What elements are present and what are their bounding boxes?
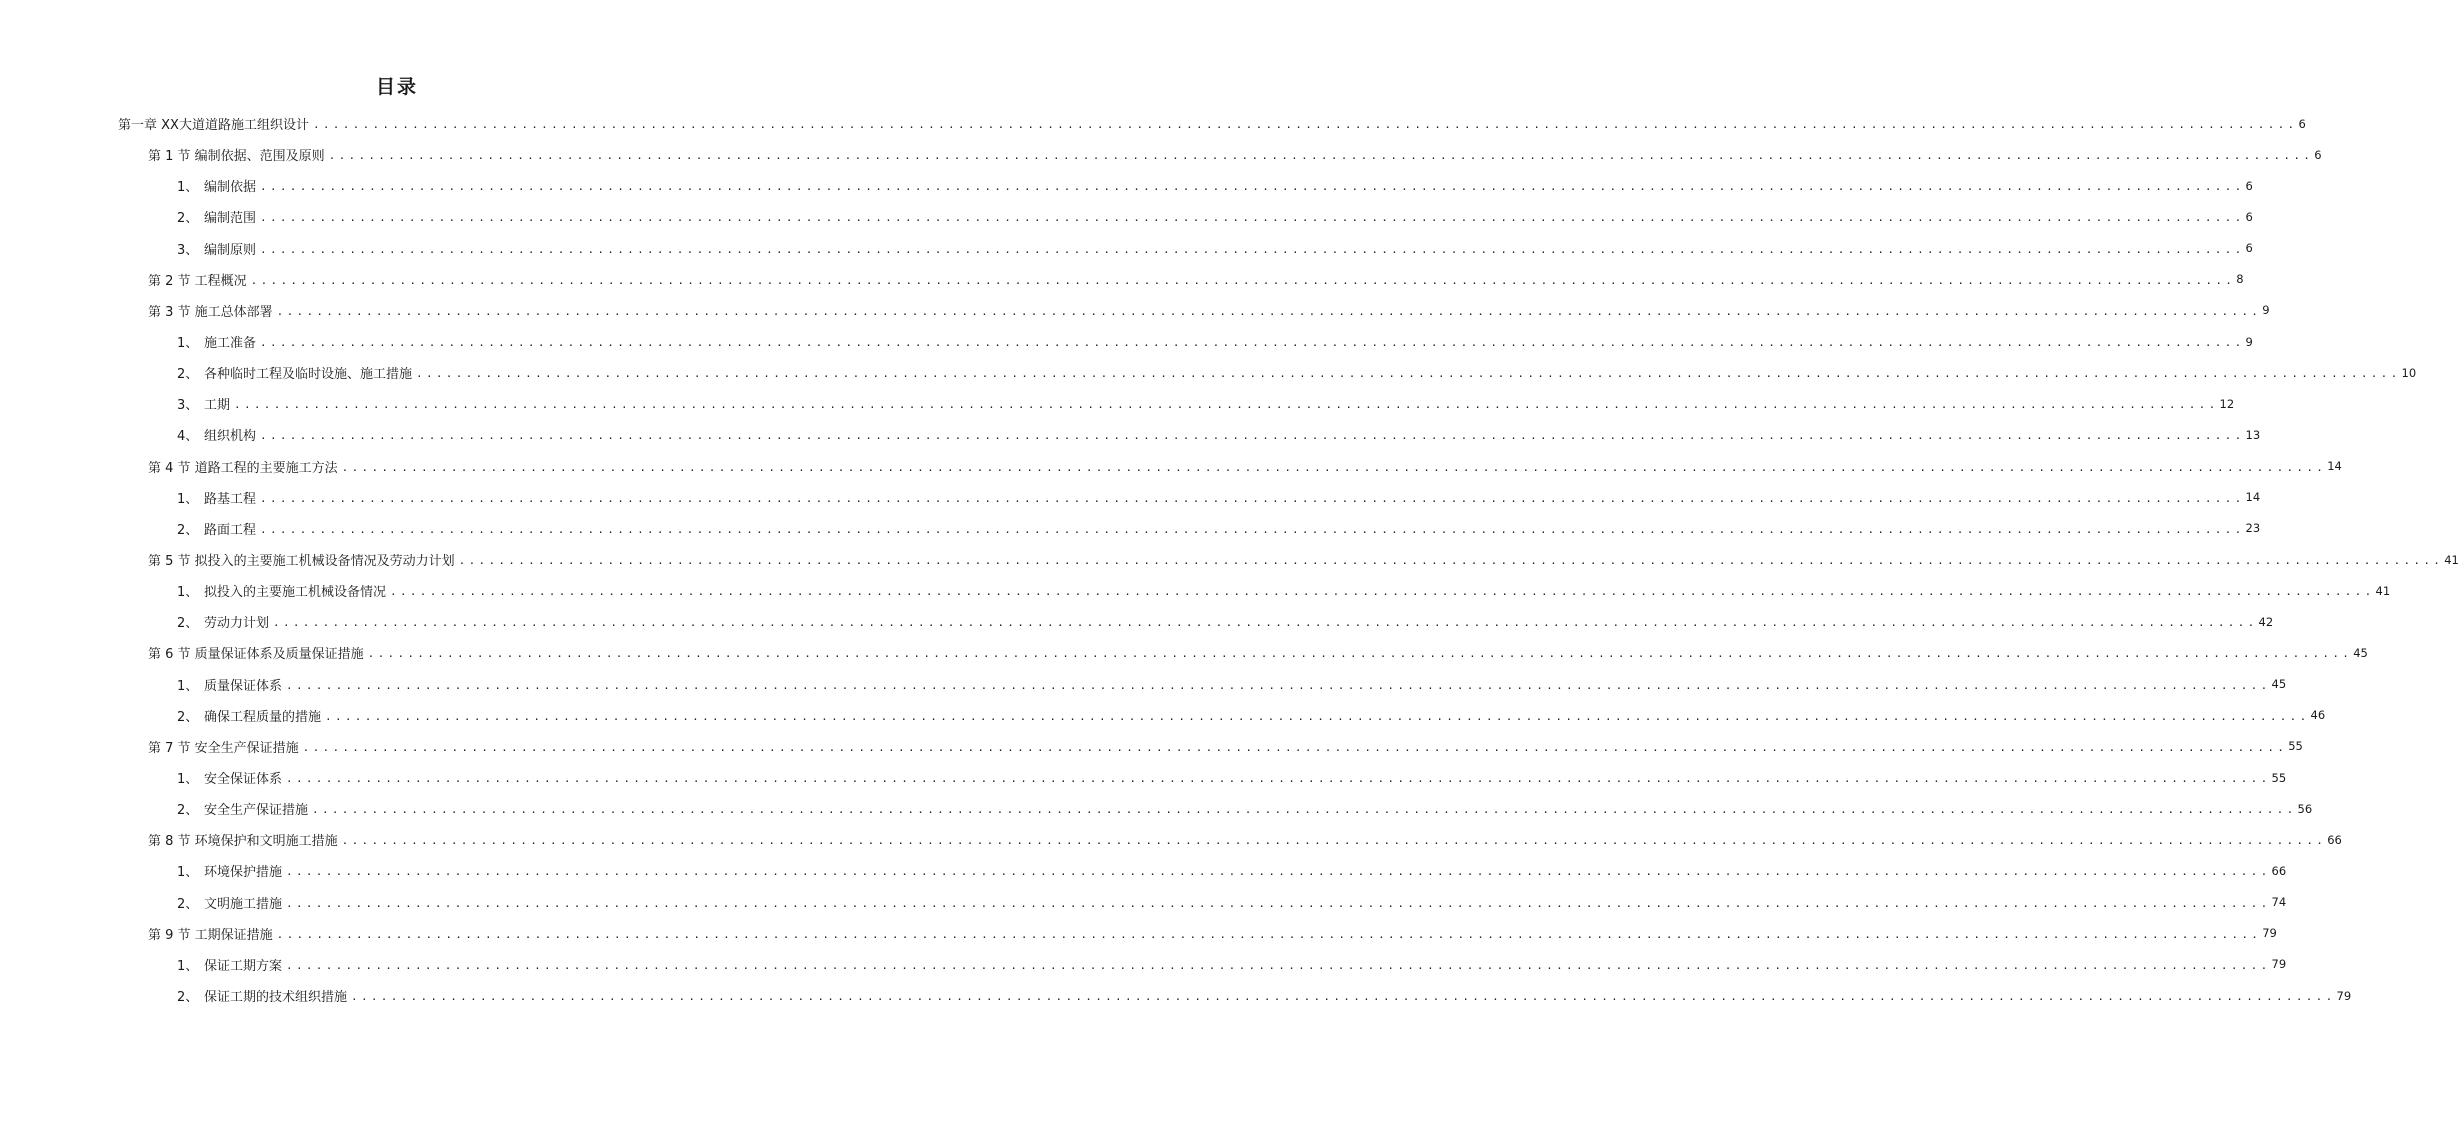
toc-entry-number: 2、 (177, 522, 199, 538)
toc-entry-text (177, 612, 273, 631)
dot-leader: ........................................................................................................................................................................................................ (260, 180, 2245, 194)
toc-subsection-entry[interactable] (0, 170, 2253, 201)
toc-entry-number: 1、 (177, 491, 199, 507)
toc-page-number: 6 (2314, 147, 2322, 162)
toc-entry-label: 第 9 节 工期保证措施 (148, 927, 273, 943)
toc-entry-text (177, 239, 260, 258)
dot-leader: ........................................................................................................................................................................................................ (416, 367, 2401, 381)
toc-entry-text (148, 301, 277, 320)
toc-subsection-entry[interactable] (0, 762, 2287, 793)
toc-entry-text (148, 457, 342, 476)
toc-page-number: 45 (2353, 645, 2368, 660)
dot-leader: ........................................................................................................................................................................................................ (341, 460, 2327, 474)
toc-page-number: 6 (2298, 116, 2306, 131)
dot-leader: ........................................................................................................................................................................................................ (286, 772, 2271, 786)
toc-entry-number: 2、 (177, 803, 199, 819)
toc-entry-text (177, 519, 260, 538)
page-title: 目录 (375, 76, 418, 98)
toc-entry-label: 路基工程 (204, 491, 257, 507)
toc-page-number: 66 (2327, 832, 2342, 847)
toc-entry-label: 第 7 节 安全生产保证措施 (148, 740, 299, 756)
toc-page-number: 45 (2271, 677, 2287, 692)
toc-page-number: 56 (2297, 801, 2313, 816)
toc-entry-number: 1、 (177, 585, 199, 601)
toc-entry-label: 第 4 节 道路工程的主要施工方法 (148, 460, 338, 476)
dot-leader: ........................................................................................................................................................................................................ (276, 304, 2262, 318)
toc-entry-label: 确保工程质量的措施 (204, 709, 322, 725)
dot-leader: ........................................................................................................................................................................................................ (390, 585, 2375, 599)
toc-page-number: 13 (2245, 427, 2261, 442)
dot-leader: ........................................................................................................................................................................................................ (328, 149, 2314, 163)
toc-entry-text (177, 488, 260, 507)
toc-page-number: 10 (2401, 365, 2417, 380)
toc-entry-label: 第一章 XX大道道路施工组织设计 (118, 118, 309, 134)
toc-page-number: 55 (2271, 770, 2287, 785)
toc-entry-text (148, 830, 342, 849)
dot-leader: ........................................................................................................................................................................................................ (312, 803, 2297, 817)
toc-entry-label: 编制范围 (204, 211, 257, 227)
toc-entry-number: 3、 (177, 242, 199, 258)
dot-leader: ........................................................................................................................................................................................................ (302, 740, 2288, 754)
toc-entry-text (148, 145, 329, 164)
toc-entry-label: 施工准备 (204, 336, 257, 352)
toc-section-entry[interactable] (0, 264, 2244, 295)
dot-leader: ........................................................................................................................................................................................................ (250, 273, 2236, 287)
dot-leader: ........................................................................................................................................................................................................ (341, 834, 2327, 848)
toc-subsection-entry[interactable] (0, 482, 2261, 513)
toc-page-number: 9 (2245, 334, 2253, 349)
toc-page-number: 46 (2310, 708, 2326, 723)
toc-entry-number: 2、 (177, 211, 199, 227)
toc-section-entry[interactable] (0, 824, 2342, 855)
toc-chapter-entry[interactable] (0, 108, 2306, 139)
toc-subsection-entry[interactable] (0, 855, 2287, 886)
toc-subsection-entry[interactable] (0, 326, 2253, 357)
toc-entry-text (118, 114, 313, 133)
toc-subsection-entry[interactable] (0, 793, 2313, 824)
toc-entry-label: 环境保护措施 (204, 865, 283, 881)
dot-leader: ........................................................................................................................................................................................................ (286, 958, 2271, 972)
toc-section-entry[interactable] (0, 295, 2270, 326)
toc-entry-number: 1、 (177, 678, 199, 694)
toc-page-number: 79 (2262, 926, 2277, 941)
toc-subsection-entry[interactable] (0, 233, 2253, 264)
toc-entry-label: 第 5 节 拟投入的主要施工机械设备情况及劳动力计划 (148, 554, 455, 570)
toc-page-number: 14 (2327, 459, 2342, 474)
toc-entry-text (177, 893, 286, 912)
dot-leader: ........................................................................................................................................................................................................ (260, 522, 2245, 536)
toc-entry-text (177, 394, 234, 413)
toc-subsection-entry[interactable] (0, 419, 2261, 450)
toc-entry-number: 2、 (177, 616, 199, 632)
toc-subsection-entry[interactable] (0, 887, 2287, 918)
toc-entry-label: 路面工程 (204, 522, 257, 538)
dot-leader: ........................................................................................................................................................................................................ (325, 709, 2310, 723)
toc-entry-text (177, 425, 260, 444)
toc-entry-text (177, 207, 260, 226)
toc-page-number: 6 (2245, 241, 2253, 256)
toc-entry-label: 文明施工措施 (204, 896, 283, 912)
toc-entry-text (177, 986, 351, 1005)
toc-entry-text (177, 955, 286, 974)
toc-entry-label: 拟投入的主要施工机械设备情况 (204, 585, 387, 601)
toc-page-number: 23 (2245, 521, 2261, 536)
toc-entry-number: 2、 (177, 367, 199, 383)
toc-page-number: 6 (2245, 209, 2253, 224)
toc-page-number: 9 (2262, 303, 2270, 318)
toc-subsection-entry[interactable] (0, 700, 2326, 731)
toc-page-number: 8 (2236, 272, 2244, 287)
dot-leader: ........................................................................................................................................................................................................ (260, 491, 2245, 505)
toc-section-entry[interactable] (0, 451, 2342, 482)
dot-leader: ........................................................................................................................................................................................................ (458, 554, 2444, 568)
toc-entry-label: 第 8 节 环境保护和文明施工措施 (148, 834, 338, 850)
dot-leader: ........................................................................................................................................................................................................ (286, 896, 2271, 910)
toc-page-number: 6 (2245, 178, 2253, 193)
dot-leader: ........................................................................................................................................................................................................ (367, 647, 2353, 661)
toc-section-entry[interactable] (0, 637, 2368, 668)
toc-section-entry[interactable] (0, 731, 2303, 762)
toc-page-number: 12 (2219, 396, 2235, 411)
toc-entry-text (148, 270, 251, 289)
toc-entry-label: 保证工期的技术组织措施 (204, 990, 348, 1005)
dot-leader: ........................................................................................................................................................................................................ (286, 865, 2271, 879)
toc-entry-label: 第 1 节 编制依据、范围及原则 (148, 149, 325, 165)
dot-leader: ........................................................................................................................................................................................................ (273, 616, 2258, 630)
toc-entry-text (177, 768, 286, 787)
toc-page-number: 42 (2258, 614, 2274, 629)
toc-entry-number: 2、 (177, 709, 199, 725)
toc-subsection-entry[interactable] (0, 388, 2235, 419)
toc-subsection-entry[interactable] (0, 513, 2261, 544)
toc-section-entry[interactable] (0, 918, 2277, 949)
toc-entry-label: 保证工期方案 (204, 958, 283, 974)
toc-subsection-entry[interactable] (0, 669, 2287, 700)
toc-page-number: 74 (2271, 895, 2287, 910)
toc-entry-number: 3、 (177, 398, 199, 414)
toc-section-entry[interactable] (0, 544, 2459, 575)
toc-entry-text (177, 581, 390, 600)
toc-entry-number: 2、 (177, 990, 199, 1005)
dot-leader: ........................................................................................................................................................................................................ (260, 211, 2245, 225)
toc-page-number: 79 (2271, 957, 2287, 972)
toc-entry-label: 组织机构 (204, 429, 257, 445)
toc-entry-number: 2、 (177, 896, 199, 912)
dot-leader: ........................................................................................................................................................................................................ (351, 990, 2336, 1003)
toc-entry-text (177, 861, 286, 880)
toc-entry-label: 第 2 节 工程概况 (148, 273, 247, 289)
toc-entry-text (177, 363, 416, 382)
toc-entry-text (177, 675, 286, 694)
toc-entry-text (177, 799, 312, 818)
toc-page-number: 41 (2375, 583, 2391, 598)
dot-leader: ........................................................................................................................................................................................................ (260, 429, 2245, 443)
toc-entry-number: 1、 (177, 865, 199, 881)
toc-entry-label: 第 3 节 施工总体部署 (148, 304, 273, 320)
dot-leader: ........................................................................................................................................................................................................ (286, 678, 2271, 692)
toc-subsection-entry[interactable] (0, 357, 2417, 388)
toc-entry-number: 1、 (177, 336, 199, 352)
toc-page-number: 41 (2444, 552, 2459, 567)
toc-subsection-entry[interactable] (0, 201, 2253, 232)
toc-entry-label: 编制依据 (204, 180, 257, 196)
toc-subsection-entry[interactable] (0, 980, 2352, 1011)
toc-subsection-entry[interactable] (0, 949, 2287, 980)
toc-entry-label: 第 6 节 质量保证体系及质量保证措施 (148, 647, 364, 663)
table-of-contents (0, 108, 2459, 1011)
toc-entry-label: 安全保证体系 (204, 772, 283, 788)
toc-page-number: 66 (2271, 863, 2287, 878)
toc-section-entry[interactable] (0, 139, 2322, 170)
toc-entry-text (148, 924, 277, 943)
toc-entry-label: 劳动力计划 (204, 616, 270, 632)
toc-entry-text (148, 550, 459, 569)
toc-page-number: 55 (2288, 739, 2303, 754)
toc-entry-text (177, 706, 325, 725)
dot-leader: ........................................................................................................................................................................................................ (276, 927, 2262, 941)
toc-entry-number: 1、 (177, 958, 199, 974)
toc-entry-label: 各种临时工程及临时设施、施工措施 (204, 367, 413, 383)
toc-entry-text (177, 176, 260, 195)
toc-subsection-entry[interactable] (0, 606, 2274, 637)
toc-entry-text (177, 332, 260, 351)
toc-entry-label: 工期 (204, 398, 231, 414)
toc-page-number: 14 (2245, 490, 2261, 505)
toc-entry-text (148, 737, 303, 756)
toc-entry-text (148, 643, 368, 662)
toc-entry-label: 编制原则 (204, 242, 257, 258)
dot-leader: ........................................................................................................................................................................................................ (260, 242, 2245, 256)
toc-entry-number: 1、 (177, 180, 199, 196)
toc-entry-number: 4、 (177, 429, 199, 445)
toc-page-number: 79 (2336, 988, 2352, 1003)
toc-entry-label: 安全生产保证措施 (204, 803, 309, 819)
toc-subsection-entry[interactable] (0, 575, 2391, 606)
dot-leader: ........................................................................................................................................................................................................ (312, 118, 2298, 132)
dot-leader: ........................................................................................................................................................................................................ (260, 336, 2245, 350)
toc-entry-number: 1、 (177, 772, 199, 788)
toc-entry-label: 质量保证体系 (204, 678, 283, 694)
dot-leader: ........................................................................................................................................................................................................ (234, 398, 2219, 412)
